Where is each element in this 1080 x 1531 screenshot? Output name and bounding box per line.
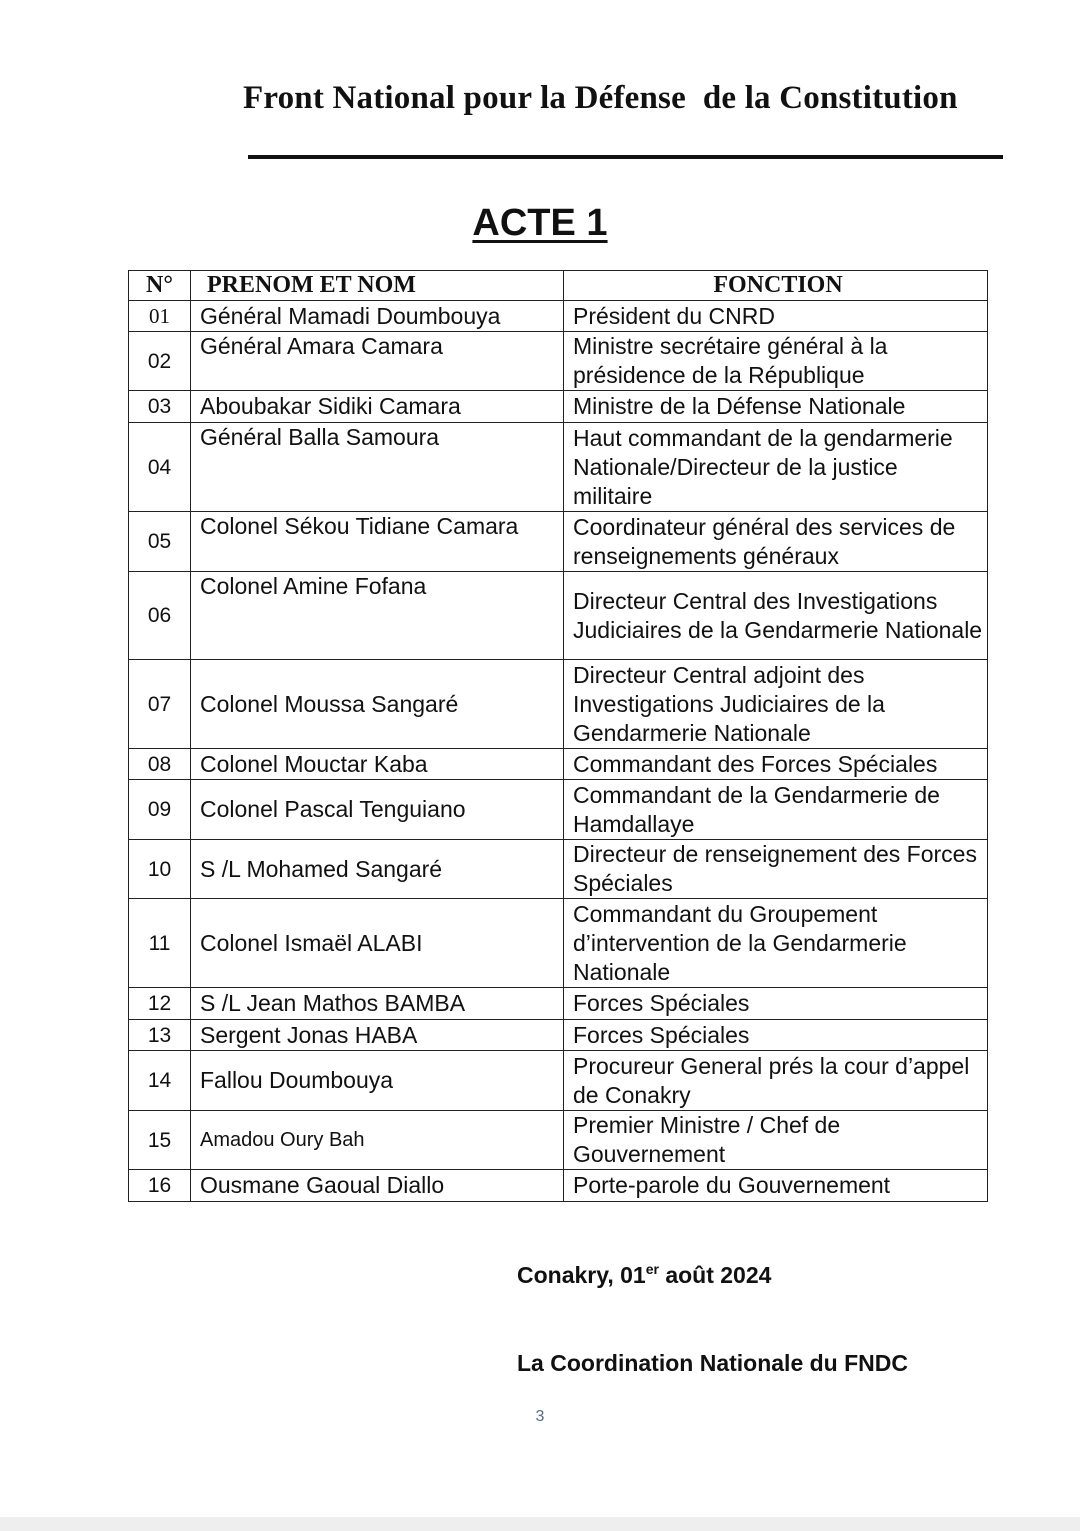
row-function: Porte-parole du Gouvernement — [564, 1170, 988, 1202]
date-ordinal: er — [645, 1261, 659, 1277]
row-number: 16 — [129, 1170, 191, 1202]
row-function: Forces Spéciales — [564, 1020, 988, 1051]
column-header-name: PRENOM ET NOM — [191, 271, 564, 301]
table-row — [129, 988, 988, 1020]
table-row — [129, 1111, 988, 1170]
table-row — [129, 572, 988, 660]
roster-table — [128, 270, 988, 1202]
row-number: 11 — [129, 899, 191, 988]
row-number: 09 — [129, 780, 191, 840]
row-name: Colonel Pascal Tenguiano — [191, 780, 564, 840]
row-function: Ministre secrétaire général à la présidence de la République — [564, 332, 988, 391]
row-function: Commandant des Forces Spéciales — [564, 749, 988, 780]
row-name: Colonel Sékou Tidiane Camara — [191, 512, 564, 572]
table-row — [129, 1051, 988, 1111]
row-function: Directeur Central des Investigations Judiciaires de la Gendarmerie Nationale — [564, 572, 988, 660]
row-number: 10 — [129, 840, 191, 899]
row-name: Aboubakar Sidiki Camara — [191, 391, 564, 423]
table-row — [129, 301, 988, 332]
table-row — [129, 391, 988, 423]
page-number: 3 — [535, 1408, 545, 1425]
table-header-row — [129, 271, 988, 301]
row-name: Général Amara Camara — [191, 332, 564, 391]
row-name: Sergent Jonas HABA — [191, 1020, 564, 1051]
row-number: 02 — [129, 332, 191, 391]
row-name: Colonel Amine Fofana — [191, 572, 564, 660]
header-divider — [248, 155, 1003, 159]
row-function: Coordinateur général des services de renseignements généraux — [564, 512, 988, 572]
row-name: Fallou Doumbouya — [191, 1051, 564, 1111]
column-header-number: N° — [129, 271, 191, 301]
row-function: Président du CNRD — [564, 301, 988, 332]
row-name: Colonel Mouctar Kaba — [191, 749, 564, 780]
row-name: Colonel Moussa Sangaré — [191, 660, 564, 749]
organization-title: Front National pour la Défense de la Constitution — [243, 80, 958, 116]
date-prefix: Conakry, 01 — [517, 1262, 646, 1288]
table-row — [129, 423, 988, 512]
table-row — [129, 660, 988, 749]
row-function: Premier Ministre / Chef de Gouvernement — [564, 1111, 988, 1170]
row-number: 07 — [129, 660, 191, 749]
row-name: Colonel Ismaël ALABI — [191, 899, 564, 988]
row-function: Forces Spéciales — [564, 988, 988, 1020]
table-row — [129, 1020, 988, 1051]
table-row — [129, 1170, 988, 1202]
row-function: Haut commandant de la gendarmerie Nationale/Directeur de la justice militaire — [564, 423, 988, 512]
document-title-text: ACTE 1 — [472, 202, 608, 244]
row-number: 08 — [129, 749, 191, 780]
row-name: Ousmane Gaoual Diallo — [191, 1170, 564, 1202]
column-header-function: FONCTION — [564, 271, 988, 301]
row-number: 12 — [129, 988, 191, 1020]
row-name: S /L Mohamed Sangaré — [191, 840, 564, 899]
table-row — [129, 512, 988, 572]
row-name: Général Balla Samoura — [191, 423, 564, 512]
row-number: 13 — [129, 1020, 191, 1051]
row-name: Général Mamadi Doumbouya — [191, 301, 564, 332]
document-title — [0, 200, 1080, 246]
row-name: S /L Jean Mathos BAMBA — [191, 988, 564, 1020]
row-function: Commandant de la Gendarmerie de Hamdallaye — [564, 780, 988, 840]
row-function: Directeur de renseignement des Forces Spéciales — [564, 840, 988, 899]
row-number: 15 — [129, 1111, 191, 1170]
row-function: Directeur Central adjoint des Investigations Judiciaires de la Gendarmerie Nationale — [564, 660, 988, 749]
row-number: 01 — [129, 301, 191, 332]
row-number: 14 — [129, 1051, 191, 1111]
row-function: Ministre de la Défense Nationale — [564, 391, 988, 423]
table-row — [129, 840, 988, 899]
signature-date — [517, 1260, 771, 1290]
row-number: 06 — [129, 572, 191, 660]
table-row — [129, 332, 988, 391]
row-name: Amadou Oury Bah — [191, 1111, 564, 1170]
bottom-edge — [0, 1517, 1080, 1531]
signatory: La Coordination Nationale du FNDC — [517, 1350, 908, 1376]
row-number: 03 — [129, 391, 191, 423]
table-row — [129, 749, 988, 780]
table-row — [129, 780, 988, 840]
row-function: Procureur General prés la cour d’appel de Conakry — [564, 1051, 988, 1111]
row-function: Commandant du Groupement d’intervention de la Gendarmerie Nationale — [564, 899, 988, 988]
date-suffix: août 2024 — [658, 1262, 772, 1288]
table-row — [129, 899, 988, 988]
row-number: 04 — [129, 423, 191, 512]
row-number: 05 — [129, 512, 191, 572]
